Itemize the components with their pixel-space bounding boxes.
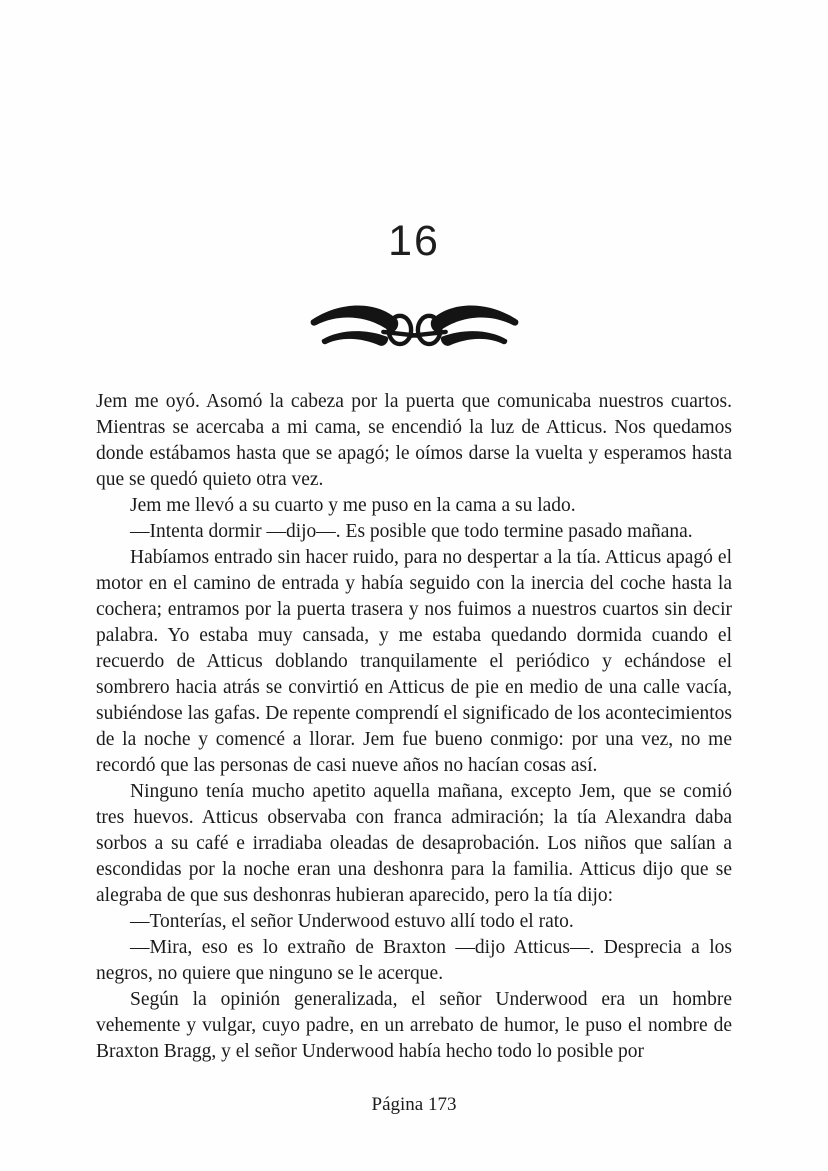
paragraph: Jem me llevó a su cuarto y me puso en la cama a su lado.	[130, 495, 576, 517]
paragraph: —Intenta dormir —dijo—. Es posible que todo termine pasado mañana.	[130, 521, 693, 543]
chapter-ornament	[0, 290, 828, 366]
paragraph: Habíamos entrado sin hacer ruido, para no despertar a la tía. Atticus apagó el motor en el camino de entrada y había seguido con la inercia del coche hasta la cochera; entramos por la puerta trasera y nos fuimos a nuestros cuartos sin decir palabra. Yo estaba muy cansada, y me estaba quedando dormida cuando el recuerdo de Atticus doblando tranquilamente el periódico y echándose el sombrero hacia atrás se convirtió en Atticus de pie en medio de una calle vacía, subiéndose las gafas. De repente comprendí el significado de los acontecimientos de la noche y comencé a llorar. Jem fue bueno conmigo: por una vez, no me recordó que las personas de casi nueve años no hacían cosas así.	[96, 547, 732, 777]
paragraph: Según la opinión generalizada, el señor Underwood era un hombre vehemente y vulgar, cuyo padre, en un arrebato de humor, le puso el nombre de Braxton Bragg, y el señor Underwood había hecho todo lo posible por	[96, 989, 732, 1063]
flourish-divider-icon	[297, 290, 532, 366]
paragraph: —Mira, eso es lo extraño de Braxton —dijo Atticus—. Desprecia a los negros, no quiere que ninguno se le acerque.	[96, 937, 732, 985]
paragraph: Jem me oyó. Asomó la cabeza por la puerta que comunicaba nuestros cuartos. Mientras se acercaba a mi cama, se encendió la luz de Atticus. Nos quedamos donde estábamos hasta que se apagó; le oímos darse la vuelta y esperamos hasta que se quedó quieto otra vez.	[96, 391, 732, 491]
paragraph: —Tonterías, el señor Underwood estuvo allí todo el rato.	[130, 911, 574, 933]
page-number: Página 173	[371, 1094, 457, 1115]
chapter-body	[0, 389, 828, 1065]
paragraph: Ninguno tenía mucho apetito aquella mañana, excepto Jem, que se comió tres huevos. Atticus observaba con franca admiración; la tía Alexandra daba sorbos a su café e irradiaba oleadas de desaprobación. Los niños que salían a escondidas por la noche eran una deshonra para la familia. Atticus dijo que se alegraba de que sus deshonras hubieran aparecido, pero la tía dijo:	[96, 781, 732, 907]
chapter-number: 16	[388, 217, 440, 265]
